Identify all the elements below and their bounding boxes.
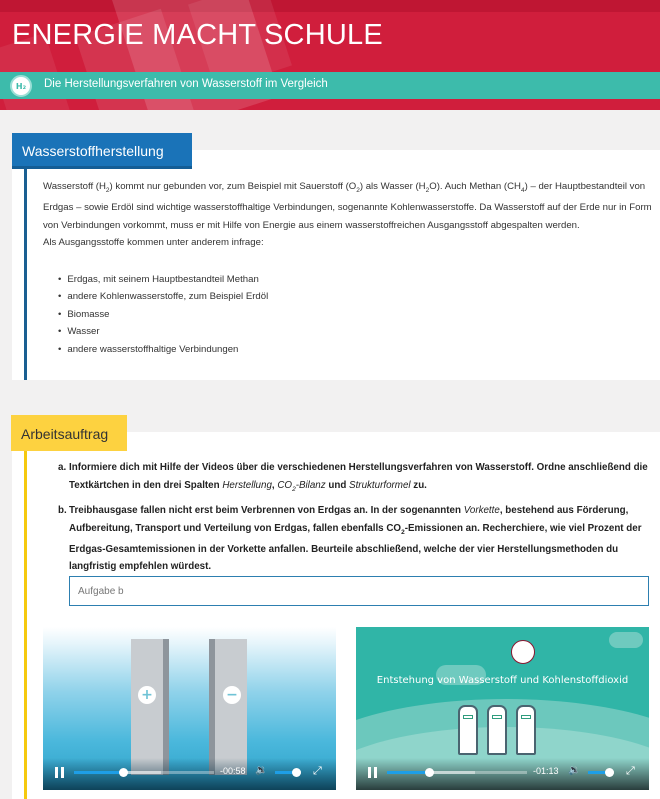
tank-icon	[458, 705, 478, 755]
task-label: b.	[58, 505, 67, 516]
site-title[interactable]: ENERGIE MACHT SCHULE	[12, 19, 383, 51]
progress-slider[interactable]	[74, 771, 214, 774]
list-item: • andere wasserstoffhaltige Verbindungen	[58, 341, 268, 358]
source-materials-list	[58, 271, 268, 358]
section-heading-wasserstoffherstellung: Wasserstoffherstellung	[12, 133, 192, 169]
tank-icon	[487, 705, 507, 755]
progress-knob[interactable]	[119, 768, 128, 777]
task-label: a.	[58, 462, 67, 473]
pause-icon[interactable]	[368, 767, 378, 778]
cathode-pillar	[215, 639, 247, 775]
task-b: b. Treibhausgase fallen nicht erst beim Verbrennen von Erdgas an. In der sogenannten Vorkette, bestehend aus Förderung, Aufbereitung, Transport und Verteilung von Erdgas, fallen ebenfalls $CO_2$-Emissionen an. Recherchiere, wie viel Prozent der Erdgas-Gesamtemissionen in der Vorkette anfallen. Beurteile abschließend, welche der vier Herstellungsmethoden du langfristig empfehlen würdest.	[58, 502, 650, 576]
pillar-shadow	[163, 639, 169, 775]
video-player-hydrogen-co2[interactable]	[356, 627, 649, 790]
h2-icon: H₂	[10, 75, 32, 97]
video-overlay-title: Entstehung von Wasserstoff und Kohlenstoffdioxid	[376, 675, 629, 686]
volume-slider[interactable]	[275, 771, 301, 774]
pause-icon[interactable]	[55, 767, 65, 778]
volume-knob[interactable]	[292, 768, 301, 777]
section-accent-bar	[24, 451, 27, 799]
video-controls	[43, 758, 336, 790]
progress-knob[interactable]	[425, 768, 434, 777]
cloud-decoration	[609, 632, 643, 648]
tank-icon	[516, 705, 536, 755]
anode-pillar	[131, 639, 163, 775]
fullscreen-icon[interactable]: ⤢	[626, 764, 635, 777]
video-controls	[356, 758, 649, 790]
progress-slider[interactable]	[387, 771, 527, 774]
volume-icon[interactable]: 🔉	[255, 765, 268, 776]
list-item: • andere Kohlenwasserstoffe, zum Beispiel Erdöl	[58, 288, 268, 305]
answer-b-input[interactable]	[69, 576, 649, 606]
time-remaining: -00:58	[220, 766, 246, 776]
intro-text	[43, 178, 653, 252]
site-header	[0, 0, 660, 110]
section-accent-bar	[24, 169, 27, 380]
volume-slider[interactable]	[588, 771, 614, 774]
time-remaining: -01:13	[533, 766, 559, 776]
list-item: • Wasser	[58, 323, 268, 340]
page-title-bar	[0, 72, 660, 99]
page-title: Die Herstellungsverfahren von Wasserstoff im Vergleich	[44, 78, 328, 90]
section-heading-arbeitsauftrag: Arbeitsauftrag	[11, 415, 127, 451]
fullscreen-icon[interactable]: ⤢	[313, 764, 322, 777]
list-item: • Biomasse	[58, 306, 268, 323]
progress-fill	[74, 771, 123, 774]
sun-icon	[511, 640, 535, 664]
task-a: a. Informiere dich mit Hilfe der Videos über die verschiedenen Herstellungsverfahren von Wasserstoff. Ordne anschließend die Textkärtchen in den drei Spalten Herstellung, $CO_2$-Bilanz und Strukturformel zu.	[58, 459, 650, 498]
header-strip	[0, 0, 660, 12]
volume-knob[interactable]	[605, 768, 614, 777]
list-item: • Erdgas, mit seinem Hauptbestandteil Methan	[58, 271, 268, 288]
intro-paragraph: Wasserstoff $(H_2)$ kommt nur gebunden vor, zum Beispiel mit Sauerstoff $(O_2)$ als Wasser $(H_2O)$. Auch Methan $(CH_4)$ – der Hauptbestandteil von Erdgas – sowie Erdöl sind wichtige wasserstoffhaltige Verbindungen, sogenannte Kohlenwasserstoffe. Da Wasserstoff auf der Erde nur in Form von Verbindungen vorkommt, muss er mit Hilfe von Energie aus einem wasserstoffreichen Ausgangsstoff abgespalten werden.	[43, 181, 652, 231]
minus-icon: −	[223, 686, 241, 704]
intro-paragraph-2: Als Ausgangsstoffe kommen unter anderem infrage:	[43, 237, 264, 249]
progress-fill	[387, 771, 429, 774]
plus-icon: +	[138, 686, 156, 704]
video-player-electrolysis[interactable]	[43, 627, 336, 790]
volume-icon[interactable]: 🔉	[568, 765, 581, 776]
